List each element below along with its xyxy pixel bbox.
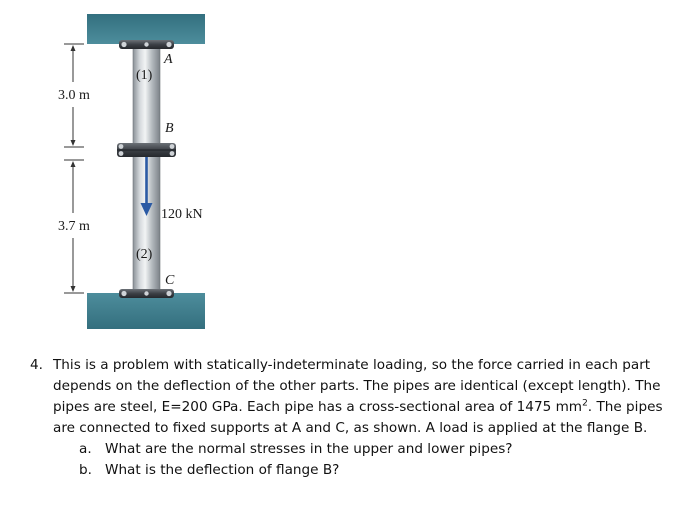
question-text: What is the deflection of flange B? <box>105 462 340 478</box>
bottom-support <box>87 293 205 329</box>
point-a-label: A <box>164 52 173 67</box>
problem-number: 4. <box>30 357 43 373</box>
flange-a <box>119 40 174 49</box>
point-c-label: C <box>165 273 175 288</box>
problem-text-main: This is a problem with statically-indeterminate loading, so the force carried in each part depends on the deflection of the other parts. The pipes are identical (except length). The pipes are steel, E=200 GPa. Each pipe has a cross-sectional area of 1475 mm <box>53 357 661 415</box>
top-support <box>87 14 205 44</box>
pipe-lower-label: (2) <box>136 247 153 262</box>
flange-b <box>117 143 176 157</box>
upper-pipe <box>133 44 160 147</box>
question-text: What are the normal stresses in the upper and lower pipes? <box>105 441 513 457</box>
question-item <box>79 460 685 481</box>
area-exponent: 2 <box>582 398 588 409</box>
load-label: 120 kN <box>161 207 203 222</box>
question-letter: b. <box>79 462 92 478</box>
flange-c <box>119 289 174 298</box>
problem-paragraph <box>30 355 685 439</box>
dim-upper-label: 3.0 m <box>58 88 90 103</box>
point-b-label: B <box>165 121 174 136</box>
pipe-upper-label: (1) <box>136 68 153 83</box>
question-list <box>79 439 685 481</box>
dim-lower-label: 3.7 m <box>58 219 90 234</box>
problem-text <box>53 355 685 439</box>
problem-statement <box>30 355 685 481</box>
question-item <box>79 439 685 460</box>
question-letter: a. <box>79 441 92 457</box>
problem-text-end: . The pipes are connected to fixed supports at A and C, as shown. A load is applied at the flange B. <box>53 399 663 436</box>
